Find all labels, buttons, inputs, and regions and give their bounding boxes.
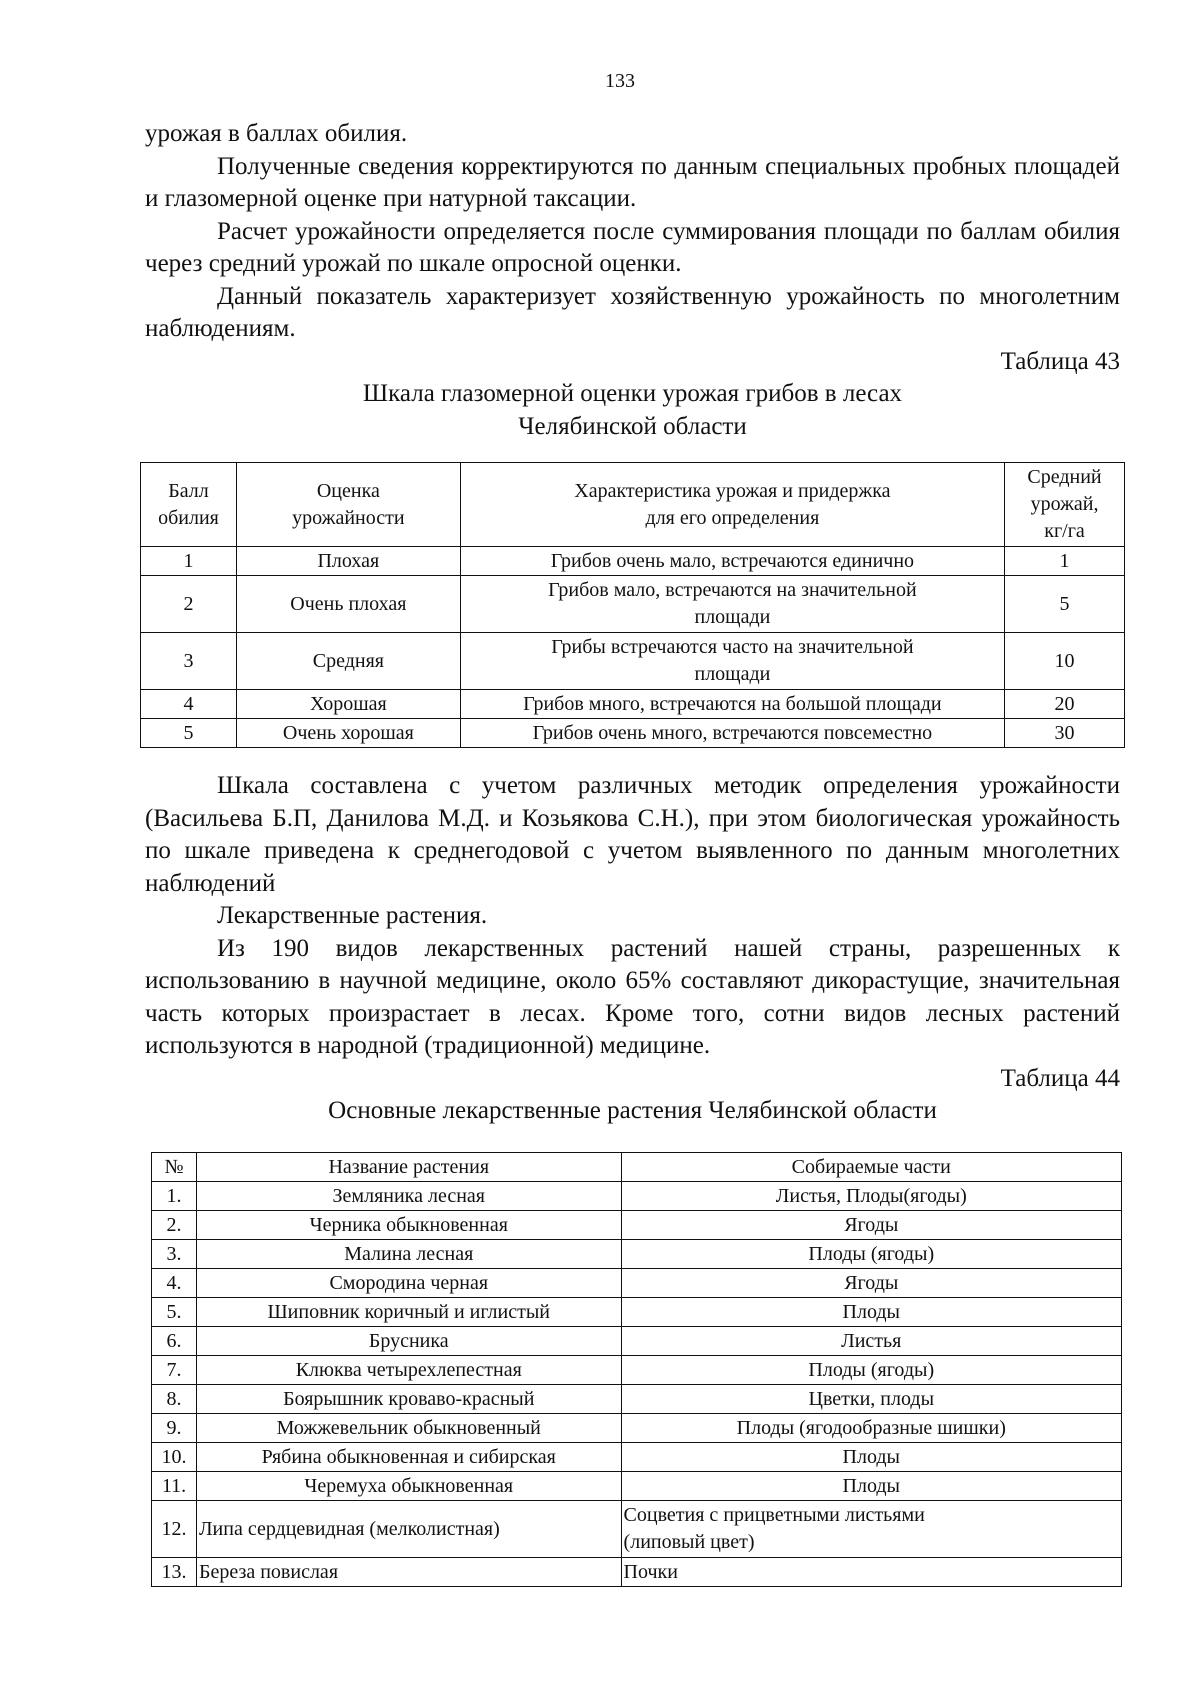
cell-collected-parts: Плоды (ягоды)	[621, 1356, 1121, 1385]
table44-header-row	[152, 1153, 1122, 1182]
table43-title	[145, 378, 1120, 443]
cell-rating: Очень хорошая	[236, 719, 460, 748]
header-rating: Оценка урожайности	[236, 463, 460, 547]
table-row	[152, 1327, 1122, 1356]
cell-plant-name: Черника обыкновенная	[196, 1211, 621, 1240]
cell-number: 5.	[152, 1298, 197, 1327]
table-row	[152, 1211, 1122, 1240]
cell-average: 10	[1005, 633, 1125, 690]
cell-characteristic: Грибы встречаются часто на значительной площади	[460, 633, 1004, 690]
cell-collected-parts: Соцветия с прицветными листьями (липовый цвет)	[621, 1501, 1121, 1558]
cell-number: 3.	[152, 1240, 197, 1269]
table-row	[152, 1356, 1122, 1385]
table44-label: Таблица 44	[1000, 1064, 1120, 1092]
cell-average: 5	[1005, 576, 1125, 633]
top-text	[145, 118, 1120, 443]
table43	[140, 462, 1125, 748]
table-row	[152, 1501, 1122, 1558]
cell-number: 12.	[152, 1501, 197, 1558]
cell-collected-parts: Плоды (ягодообразные шишки)	[621, 1414, 1121, 1443]
paragraph-continuation: урожая в баллах обилия.	[145, 120, 408, 147]
cell-characteristic: Грибов много, встречаются на большой площади	[460, 690, 1004, 719]
cell-score: 2	[141, 576, 237, 633]
table-row	[152, 1558, 1122, 1587]
paragraph: Шкала составлена с учетом различных методик определения урожайности (Васильева Б.П, Данилова М.Д. и Козьякова С.Н.), при этом биологическая урожайность по шкале приведена к среднегодовой с учетом выявленного по данным многолетних наблюдений	[145, 772, 1120, 897]
cell-number: 7.	[152, 1356, 197, 1385]
table44-title: Основные лекарственные растения Челябинской области	[328, 1097, 937, 1124]
cell-plant-name: Липа сердцевидная (мелколистная)	[196, 1501, 621, 1558]
cell-plant-name: Рябина обыкновенная и сибирская	[196, 1443, 621, 1472]
cell-rating: Хорошая	[236, 690, 460, 719]
table43-title-line1: Шкала глазомерной оценки урожая грибов в лесах	[362, 380, 903, 407]
page-number: 133	[605, 70, 635, 92]
cell-score: 4	[141, 690, 237, 719]
cell-average: 20	[1005, 690, 1125, 719]
cell-collected-parts: Ягоды	[621, 1269, 1121, 1298]
cell-number: 10.	[152, 1443, 197, 1472]
cell-plant-name: Смородина черная	[196, 1269, 621, 1298]
cell-number: 6.	[152, 1327, 197, 1356]
table43-label: Таблица 43	[1000, 347, 1120, 375]
table-row	[152, 1182, 1122, 1211]
table-row	[152, 1443, 1122, 1472]
cell-plant-name: Шиповник коричный и иглистый	[196, 1298, 621, 1327]
cell-plant-name: Черемуха обыкновенная	[196, 1472, 621, 1501]
table-row	[141, 633, 1125, 690]
cell-characteristic: Грибов мало, встречаются на значительной площади	[460, 576, 1004, 633]
cell-plant-name: Береза повислая	[196, 1558, 621, 1587]
cell-score: 5	[141, 719, 237, 748]
cell-plant-name: Клюква четырехлепестная	[196, 1356, 621, 1385]
header-average-yield: Средний урожай, кг/га	[1005, 463, 1125, 547]
table43-title-line2: Челябинской области	[518, 412, 747, 440]
header-number: №	[152, 1153, 197, 1182]
cell-number: 11.	[152, 1472, 197, 1501]
cell-rating: Очень плохая	[236, 576, 460, 633]
cell-number: 13.	[152, 1558, 197, 1587]
cell-plant-name: Земляника лесная	[196, 1182, 621, 1211]
cell-plant-name: Боярышник кроваво-красный	[196, 1385, 621, 1414]
cell-collected-parts: Плоды (ягоды)	[621, 1240, 1121, 1269]
table-row	[141, 719, 1125, 748]
table44	[151, 1152, 1122, 1587]
table43-header-row	[141, 463, 1125, 547]
cell-average: 30	[1005, 719, 1125, 748]
cell-collected-parts: Ягоды	[621, 1211, 1121, 1240]
table-row	[152, 1269, 1122, 1298]
table-row	[152, 1472, 1122, 1501]
cell-rating: Плохая	[236, 547, 460, 576]
cell-collected-parts: Почки	[621, 1558, 1121, 1587]
cell-collected-parts: Плоды	[621, 1443, 1121, 1472]
cell-average: 1	[1005, 547, 1125, 576]
header-collected-parts: Собираемые части	[621, 1153, 1121, 1182]
paragraph: Расчет урожайности определяется после суммирования площади по баллам обилия через средний урожай по шкале опросной оценки.	[145, 217, 1120, 277]
cell-collected-parts: Плоды	[621, 1298, 1121, 1327]
cell-plant-name: Малина лесная	[196, 1240, 621, 1269]
cell-collected-parts: Листья	[621, 1327, 1121, 1356]
cell-collected-parts: Цветки, плоды	[621, 1385, 1121, 1414]
cell-number: 8.	[152, 1385, 197, 1414]
paragraph: Полученные сведения корректируются по данным специальных пробных площадей и глазомерной оценке при натурной таксации.	[145, 152, 1120, 212]
cell-characteristic: Грибов очень мало, встречаются единично	[460, 547, 1004, 576]
cell-number: 2.	[152, 1211, 197, 1240]
cell-plant-name: Брусника	[196, 1327, 621, 1356]
paragraph: Из 190 видов лекарственных растений нашей страны, разрешенных к использованию в научной медицине, около 65% составляют дикорастущие, значительная часть которых произрастает в лесах. Кроме того, сотни видов лесных растений используются в народной (традиционной) медицине.	[145, 934, 1120, 1059]
table-row	[152, 1414, 1122, 1443]
cell-rating: Средняя	[236, 633, 460, 690]
cell-number: 4.	[152, 1269, 197, 1298]
cell-number: 9.	[152, 1414, 197, 1443]
header-characteristic: Характеристика урожая и придержка для его определения	[460, 463, 1004, 547]
cell-collected-parts: Плоды	[621, 1472, 1121, 1501]
cell-plant-name: Можжевельник обыкновенный	[196, 1414, 621, 1443]
section-heading: Лекарственные растения.	[217, 902, 488, 929]
paragraph: Данный показатель характеризует хозяйственную урожайность по многолетним наблюдениям.	[145, 282, 1120, 342]
table-row	[152, 1298, 1122, 1327]
table-row	[141, 576, 1125, 633]
table-row	[152, 1385, 1122, 1414]
cell-score: 1	[141, 547, 237, 576]
middle-text	[145, 770, 1120, 1128]
cell-number: 1.	[152, 1182, 197, 1211]
table-row	[141, 690, 1125, 719]
header-score: Балл обилия	[141, 463, 237, 547]
table-row	[141, 547, 1125, 576]
cell-score: 3	[141, 633, 237, 690]
table-row	[152, 1240, 1122, 1269]
header-plant-name: Название растения	[196, 1153, 621, 1182]
cell-characteristic: Грибов очень много, встречаются повсеместно	[460, 719, 1004, 748]
cell-collected-parts: Листья, Плоды(ягоды)	[621, 1182, 1121, 1211]
